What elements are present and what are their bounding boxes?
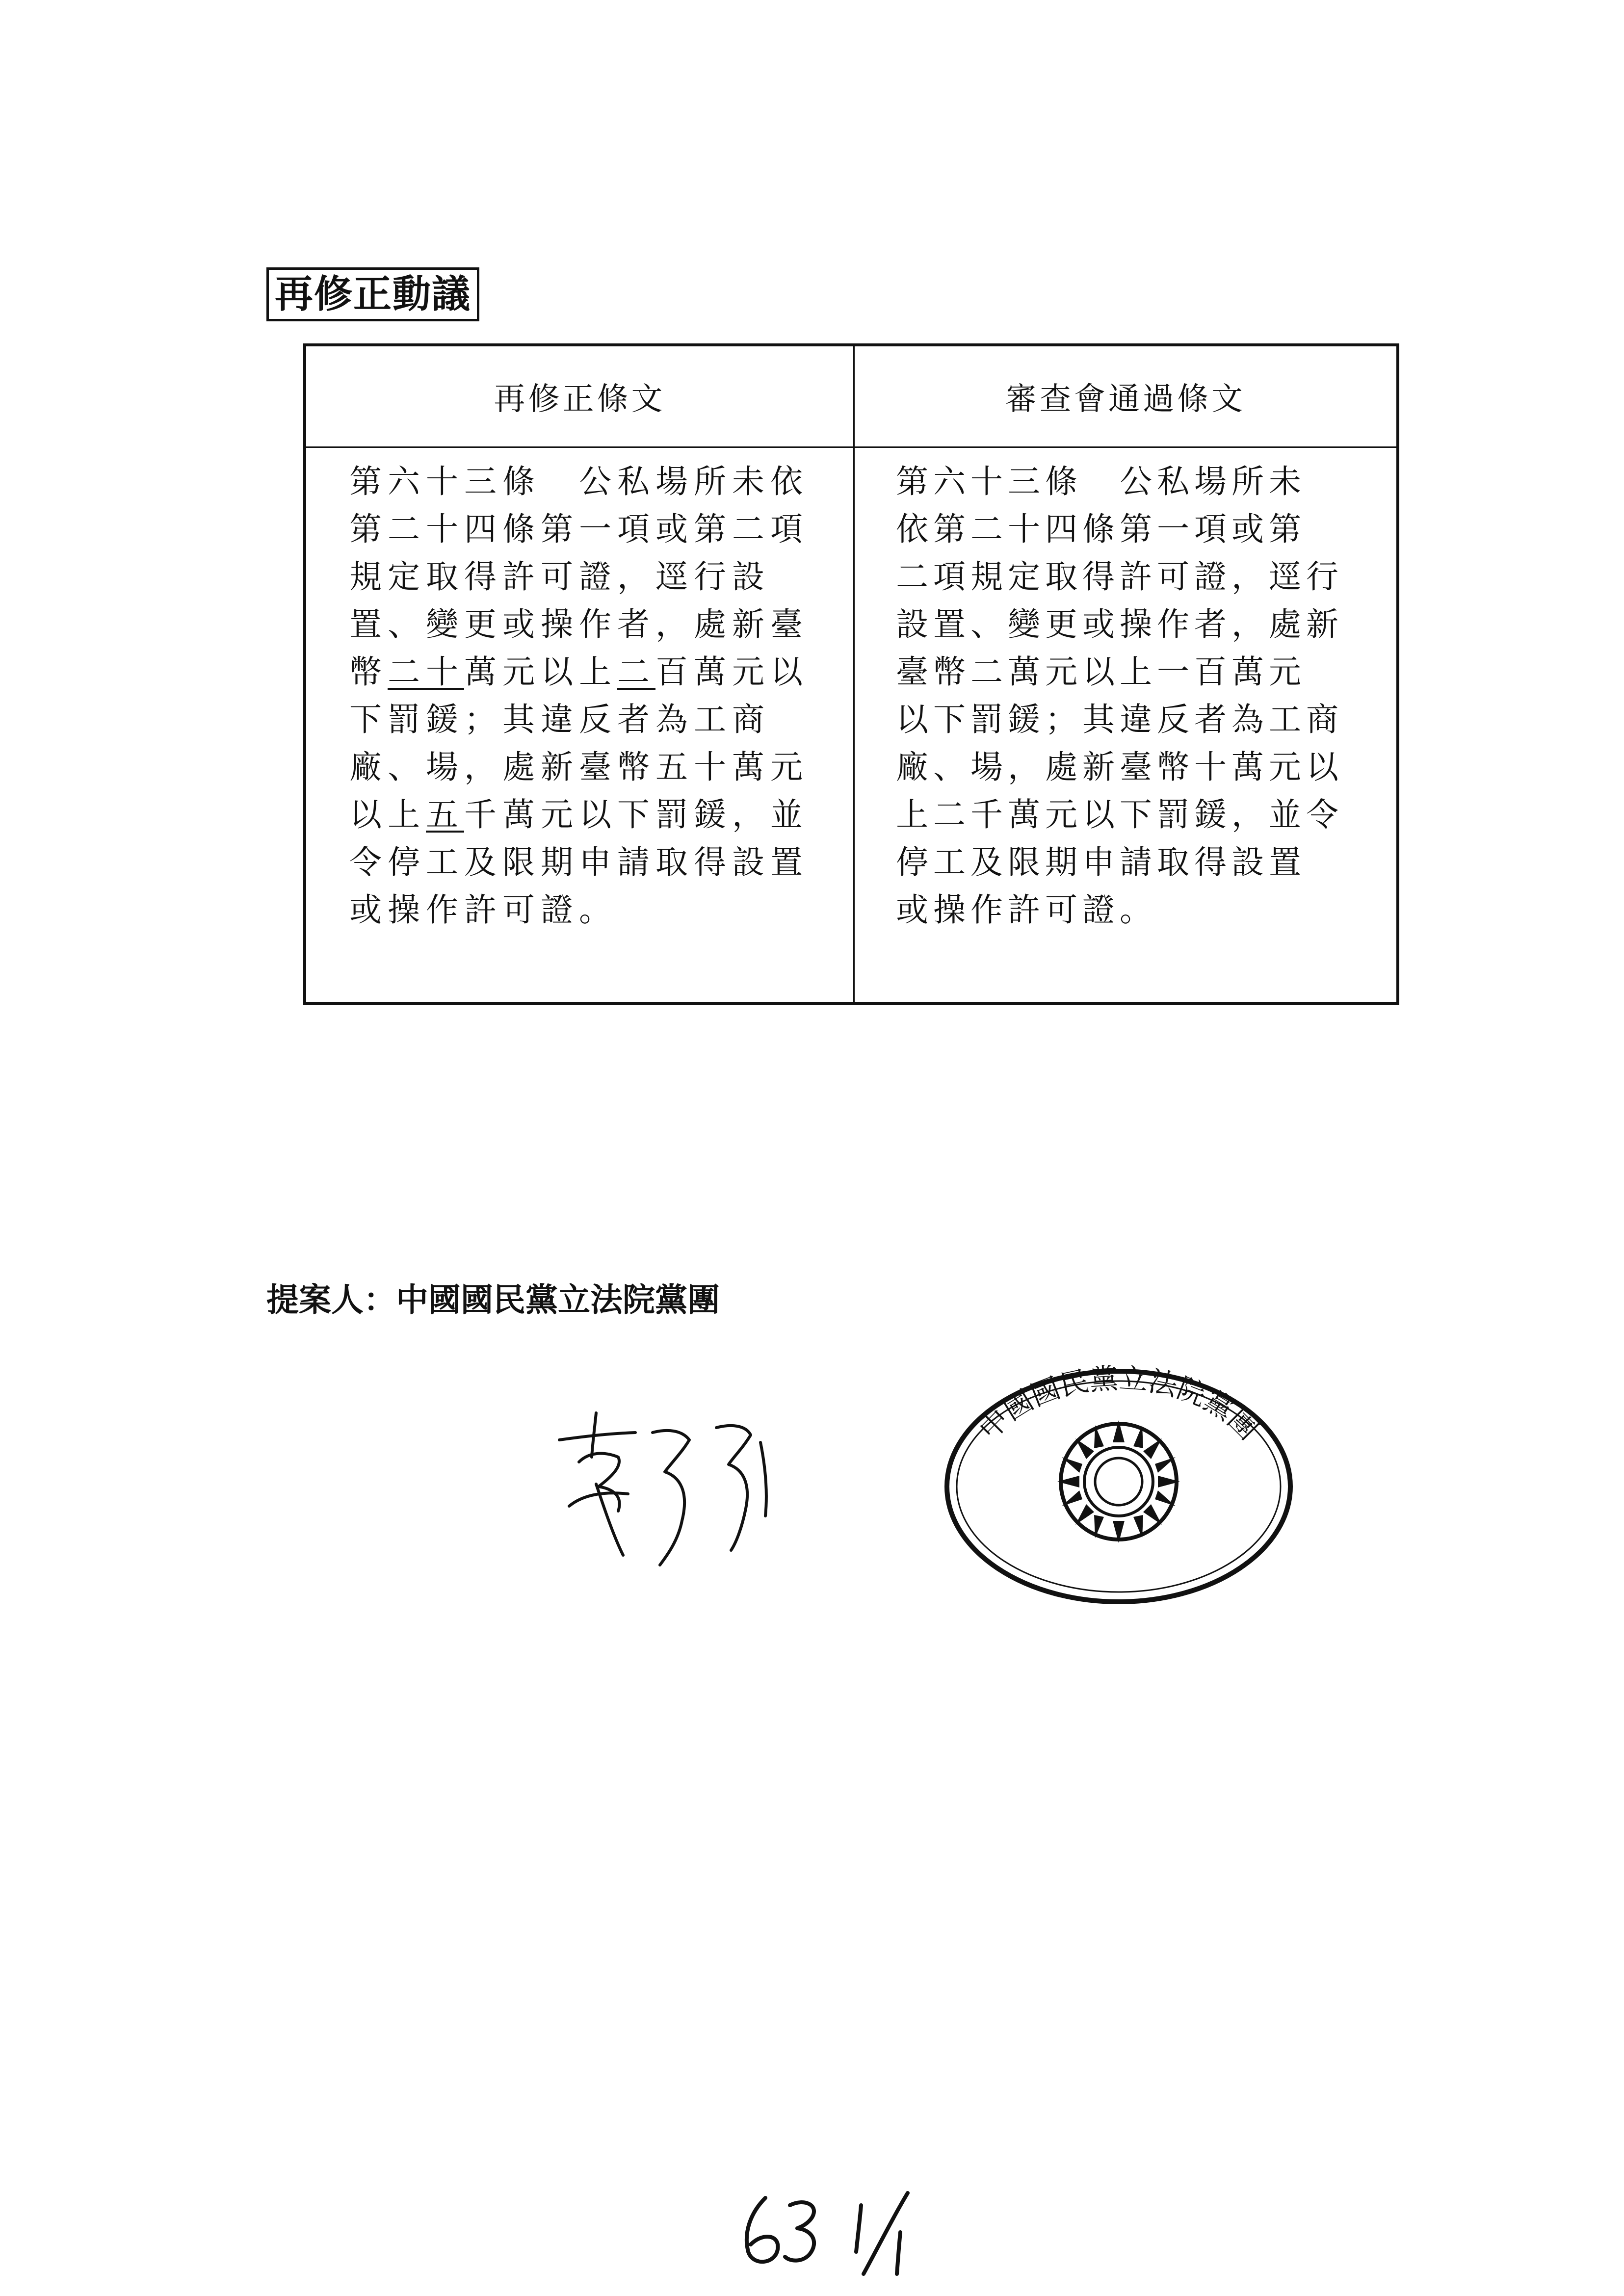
committee-line: 停工及限期申請取得設置 bbox=[896, 843, 1306, 881]
header-revised-label: 再修正條文 bbox=[494, 381, 666, 417]
committee-line: 上二千萬元以下罰鍰，並令 bbox=[896, 796, 1343, 834]
handwritten-signature bbox=[550, 1393, 824, 1580]
header-committee-label: 審查會通過條文 bbox=[1005, 381, 1246, 417]
amended-amount-underlined: 二十 bbox=[388, 653, 464, 691]
revised-line bbox=[349, 791, 853, 838]
revised-line: 令停工及限期申請取得設置 bbox=[349, 843, 809, 881]
revised-text-segment: 萬元以上 bbox=[464, 653, 617, 691]
revised-line: 規定取得許可證，逕行設 bbox=[349, 558, 770, 596]
revised-text-segment: 幣 bbox=[349, 653, 388, 691]
revised-line: 置、變更或操作者，處新臺 bbox=[349, 605, 809, 643]
header-committee-text bbox=[855, 346, 1396, 448]
committee-line: 二項規定取得許可證，逕行 bbox=[896, 558, 1343, 596]
seal-text: 中國國民黨立法院黨團 bbox=[972, 1361, 1265, 1446]
amended-amount-underlined: 二 bbox=[617, 653, 655, 691]
revised-line bbox=[349, 648, 853, 696]
committee-line: 廠、場，處新臺幣十萬元以 bbox=[896, 748, 1343, 786]
revised-line: 第六十三條 公私場所未依 bbox=[349, 463, 809, 500]
party-seal bbox=[932, 1359, 1305, 1614]
revised-text-segment: 千萬元以下罰鍰，並 bbox=[464, 796, 809, 834]
revised-line: 第二十四條第一項或第二項 bbox=[349, 510, 809, 548]
committee-article-text bbox=[855, 448, 1396, 1002]
revised-line: 廠、場，處新臺幣五十萬元 bbox=[349, 748, 809, 786]
committee-line: 臺幣二萬元以上一百萬元 bbox=[896, 653, 1306, 691]
committee-line: 或操作許可證。 bbox=[896, 891, 1157, 929]
revised-article-text bbox=[306, 448, 855, 1002]
revised-text-segment: 百萬元以 bbox=[655, 653, 809, 691]
committee-line: 第六十三條 公私場所未 bbox=[896, 463, 1306, 500]
proposer-line: 提案人：中國國民黨立法院黨團 bbox=[266, 1281, 720, 1319]
committee-line: 以下罰鍰；其違反者為工商 bbox=[896, 701, 1343, 738]
handwritten-page-mark bbox=[731, 2178, 947, 2276]
header-revised-text bbox=[306, 346, 855, 448]
comparison-table bbox=[303, 343, 1399, 1005]
committee-line: 依第二十四條第一項或第 bbox=[896, 510, 1306, 548]
doc-title: 再修正動議 bbox=[266, 267, 479, 321]
revised-line: 或操作許可證。 bbox=[349, 891, 617, 929]
committee-line: 設置、變更或操作者，處新 bbox=[896, 605, 1343, 643]
amended-amount-underlined: 五 bbox=[426, 796, 464, 834]
revised-line: 下罰鍰；其違反者為工商 bbox=[349, 701, 770, 738]
revised-text-segment: 以上 bbox=[349, 796, 426, 834]
